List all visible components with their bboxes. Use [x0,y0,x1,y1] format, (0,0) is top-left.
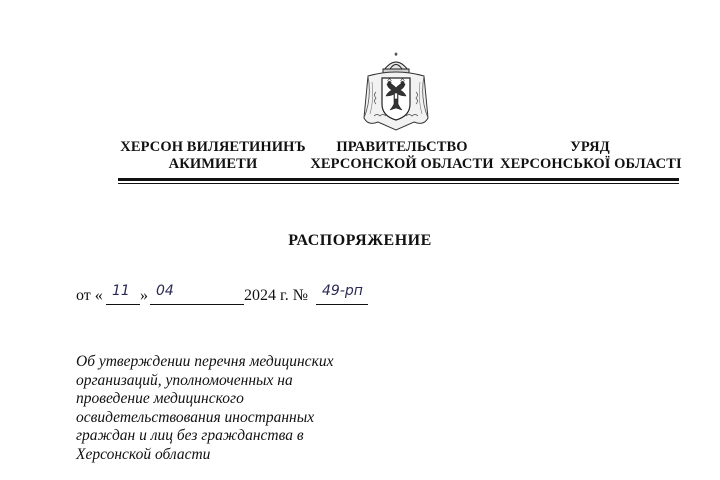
document-subject [76,353,396,464]
handwritten-day: 11 [112,283,130,299]
header-russian [306,139,498,173]
document-type-title: РАСПОРЯЖЕНИЕ [288,232,432,249]
number-underline [316,304,368,305]
subject-line-4: освидетельствования иностранных [76,408,315,426]
header-left-line-1: ХЕРСОН ВИЛЯЕТИНИНЪ [120,139,306,155]
date-year-number-label: 2024 г. № [244,287,309,304]
month-underline [150,304,244,305]
date-prefix: от « [76,287,103,304]
header-right-line-2: ХЕРСОНСЬКОЇ ОБЛАСТІ [500,156,682,172]
date-number-line [76,283,396,309]
header-crimean-tatar [118,139,308,173]
subject-line-1: Об утверждении перечня медицинских [76,353,334,370]
date-mid: » [140,287,148,304]
kherson-oblast-coat-of-arms-icon [354,52,438,134]
header-center-line-1: ПРАВИТЕЛЬСТВО [336,139,468,155]
header-divider-thin [118,183,679,184]
handwritten-month: 04 [156,283,174,299]
header-ukrainian [500,139,680,173]
subject-line-2: организаций, уполномоченных на [76,371,293,389]
subject-line-6: Херсонской области [76,445,211,463]
header-divider-thick [118,178,679,181]
subject-line-5: граждан и лиц без гражданства в [76,427,304,444]
handwritten-number: 49-рп [322,283,363,299]
header-center-line-2: ХЕРСОНСКОЙ ОБЛАСТИ [310,156,494,172]
day-underline [106,304,140,305]
subject-line-3: проведение медицинского [76,390,244,407]
header-left-line-2: АКИМИЕТИ [168,156,258,172]
header-right-line-1: УРЯД [570,139,610,155]
